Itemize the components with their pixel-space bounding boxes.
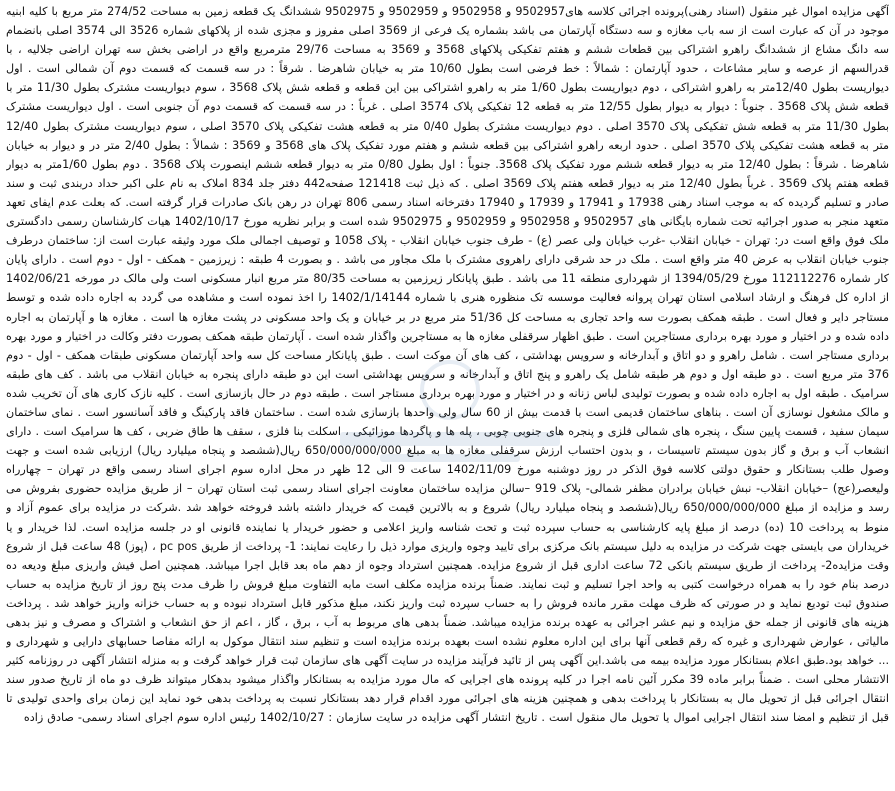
auction-notice: [6, 2, 889, 789]
notice-body-text: آگهی مزایده اموال غیر منقول (اسناد رهنی)پرونده اجرائی کلاسه های9502957 و 9502958 و 9502959 و 9502975 ششدانگ یک قطعه زمین به مساحت 274/52 متر مربع با کلیه ابنیه موجود در آن که عبارت است از سه باب مغازه و سه دستگاه آپارتمان می باشد بشماره یک فرعی از 3569 اصلی مفروز و مجزی شده از پلاکهای شماره 3526 الی 3574 اصلی بانضمام سه دانگ مشاع از ششدانگ راهرو اشتراکی بین قطعات ششم و هفتم تفکیکی پلاکهای 3568 و 3569 به مساحت 29/76 مترمربع واقع در اراضی بخش سه تهران اراضی جلالیه ، با قدرالسهم از عرصه و سایر مشاعات ، حدود آپارتمان : شمالاً : خط فرضی است بطول 10/60 متر به خیابان شاهرضا . شرقاً : در سه قسمت که قسمت دوم آن شمالی است . اول دیواریست بطول 12/40متر به راهرو اشتراکی ، دوم دیواریست بطول 1/60 متر به راهرو اشتراکی بین این قطعه و قطعه شش پلاک 3568 ، سوم دیواریست مشترک بطول 11/30 متر با قطعه شش پلاک 3568 . جنوباً : دیوار به دیوار بطول 12/55 متر به قطعه 12 تفکیکی پلاک 3574 اصلی . غرباً : در سه قسمت که قسمت دوم آن جنوبی است . اول دیواریست مشترک بطول 11/30 متر به قطعه شش تفکیکی پلاک 3570 اصلی . دوم دیواریست مشترک بطول 0/40 متر به قطعه هشت تفکیکی پلاک 3570 اصلی ، سوم دیواریست مشترک بطول 12/40 متر به قطعه هشت تفکیکی پلاک 3570 اصلی . حدود اربعه راهرو اشتراکی بین قطعه ششم و هفتم مورد تفکیک پلاک های 3568 و 3569 : شمالاً : بطول 2/40 متر در و دیوار به خیابان شاهرضا . شرقاً : بطول 12/40 متر به دیوار قطعه ششم مورد تفکیک پلاک 3568. جنوباً : اول بطول 0/80 متر به دیوار قطعه ششم اینصورت پلاک 3568 . دوم بطول 1/60متر به دیوار قطعه هفتم پلاک 3569 . غرباً بطول 12/40 متر به دیوار قطعه هفتم پلاک 3569 اصلی . که ذیل ثبت 121418 صفحه442 دفتر جلد 834 املاک به نام علی اکبر حداد دربندی ثبت و سند صادر و تسلیم گردیده که به موجب اسناد رهنی 17938 و 17941 و 17939 و 17940 دفترخانه اسناد رسمی 806 تهران در رهن بانک صادرات قرار گرفته است. که بعلت عدم ایفای تعهد متعهد منجر به صدور اجرائیه تحت شماره بایگانی های 9502957 و 9502958 و 9502959 و 9502975 شده است و برابر نظریه مورخ 1402/10/17 هیات کارشناسان رسمی دادگستری ملک فوق واقع است در: تهران - خیابان انقلاب -غرب خیابان ولی عصر (ع) - طرف جنوب خیابان انقلاب - پلاک 1058 و توصیف اجمالی ملک مورد وثیقه عبارت است از: ساختمان درطرف جنوب خیابان انقلاب به عرض 40 متر واقع است . ملک در حد شرقی دارای راهروی مشترک با ملک مجاور می باشد . و بصورت 4 طبقه : زیرزمین - همکف - اول - دوم است . دارای پایان کار شماره 112112276 مورخ 1394/05/29 از شهرداری منطقه 11 می باشد . طبق پایانکار زیرزمین به مساحت 80/35 متر مربع انبار مسکونی است ولی مالک در مورخه 1402/06/21 از اداره کل فرهنگ و ارشاد اسلامی استان تهران پروانه فعالیت موسسه تک منظوره هنری با شماره 1402/1/14144 را اخذ نموده است و مشاهده می گردد به اجاره داده شده و توسط مستاجر دایر و فعال است . طبقه همکف بصورت سه واحد تجاری به مساحت کل 51/36 متر مربع در بر خیابان و یک واحد مسکونی در پشت مغازه ها است . مغازه ها و آپارتمان به اجاره داده شده و در اختیار و مورد بهره برداری مستاجرین است . طبق اظهار سرقفلی مغازه ها به مستاجرین واگذار شده است . آپارتمان طبقه همکف بصورت دفتر وکالت در اختیار و مورد بهره برداری مستاجر است . شامل راهرو و دو اتاق و آبدارخانه و سرویس بهداشتی ، کف های آن موکت است . طبق پایانکار مساحت کل سه واحد آپارتمان مسکونی طبقات همکف - اول - دوم 376 متر مربع است . دو طبقه اول و دوم هر طبقه شامل یک راهرو و پنج اتاق و آبدارخانه و سرویس بهداشتی است این دو طبقه دارای پنجره به خیابان انقلاب می باشد . کف های طبقه سرامیک . طبقه اول به اجاره داده شده و بصورت تولیدی لباس زنانه و در اختیار و مورد بهره برداری مستاجر است . طبقه دوم در حال بازسازی است . کلیه نازک کاری های آن تخریب شده و مالک مشغول نوسازی آن است . بناهای ساختمان قدیمی است با قدمت بیش از 60 سال ولی واحدها بازسازی شده است . ساختمان فاقد پارکینگ و فاقد آسانسور است . نمای ساختمان سیمان سفید ، قسمت پایین سنگ ، پنجره های شمالی فلزی و پنجره های جنوبی چوبی ، پله ها و پاگردها موزائیکی ، اسکلت بنا فلزی ، سقف ها طاق ضربی ، کف ها سرامیک است . دارای انشعاب آب و برق و گاز بدون سیستم تاسیسات ، و بدون احتساب ارزش سرقفلی مغازه ها به مبلغ 650/000/000/000 ریال(ششصد و پنجاه میلیارد ریال) ارزیابی شده است و جهت وصول طلب بستانکار و حقوق دولتی کلاسه فوق الذکر در روز دوشنبه مورخ 1402/11/09 ساعت 9 الی 12 ظهر در محل اداره سوم اجرای اسناد رسمی واقع در تهران – چهارراه ولیعصر(عج) –خیابان انقلاب- نبش خیابان برادران مظفر شمالی- پلاک 919 –سالن مزایده ساختمان معاونت اجرای اسناد رسمی ثبت استان تهران – از طریق مزایده حضوری بفروش می رسد و مزایده از مبلغ 650/000/000/000 ریال(ششصد و پنجاه میلیارد ریال) شروع و به بالاترین قیمت که خریدار داشته باشد فروخته خواهد شد .شرکت در مزایده برای عموم آزاد و منوط به پرداخت 10 (ده) درصد از مبلغ پایه کارشناسی به حساب سپرده ثبت و تحت شناسه واریز اعلامی و حضور خریدار یا نماینده قانونی او در جلسه مزایده است. لذا خریدار و یا خریداران می بایستی جهت شرکت در مزایده به دلیل سیستم بانک مرکزی برای تایید وجوه واریزی موارد ذیل را رعایت نمایند: 1- پرداخت از طریق pc pos ، (پوز) 48 ساعت قبل از شروع وقت مزایده2- پرداخت از طریق سیستم بانکی 72 ساعت اداری قبل از شروع مزایده. همچنین استرداد وجوه از دهم ماه بعد قابل اجرا میباشد. همچنین اصل فیش واریزی مبلغ ودیعه ده درصد بنام خود را به همراه درخواست کتبی به واحد اجرا تسلیم و ثبت نمایند. ضمناً برنده مزایده مکلف است مابه التفاوت مبلغ فروش را ظرف مدت پنج روز از تاریخ مزایده به حساب صندوق ثبت تودیع نماید و در صورتی که ظرف مهلت مقرر مانده فروش را به حساب سپرده ثبت واریز نکند، مبلغ مذکور قابل استرداد نبوده و به حساب خزانه واریز خواهد شد . پرداخت هزینه های قانونی از جمله حق مزایده و نیم عشر اجرائی به عهده برنده مزایده میباشد. ضمناً بدهی های مربوط به آب ، برق ، گاز ، اعم از حق انشعاب و اشتراک و مصرف و نیز بدهی مالیاتی ، عوارض شهرداری و غیره که رقم قطعی آنها برای این اداره معلوم نشده است بعهده برنده مزایده است و تنظیم سند انتقال موکول به ارائه مفاصا حسابهای دارایی و شهرداری و ... خواهد بود.طبق اعلام بستانکار مورد مزایده بیمه می باشد.این آگهی پس از تائید فرآیند مزایده در سایت آگهی های سازمان ثبت قرار خواهد گرفت و به منزله انتشار آگهی در روزنامه کثیر الانتشار محلی است . ضمناً برابر ماده 39 مکرر آئین نامه اجرا در کلیه پرونده های اجرایی که مال مورد مزایده به بستانکار واگذار میشود بدهکار میتواند ظرف دو ماه از تاریخ صدور سند انتقال اجرائی قبل از تحویل مال به بستانکار با پرداخت بدهی و همچنین هزینه های اجرائی مورد اقدام قرار دهد بستانکار نسبت به پرداخت بدهی خود نماید این زمان برای واحدی تولیدی تا قبل از تنظیم و امضا سند انتقال اجرایی اموال یا تحویل مال منقول است . تاریخ انتشار آگهی مزایده در سایت سازمان : 1402/10/27 رئیس اداره سوم اجرای اسناد رسمی- صادق زاده: [6, 5, 889, 725]
